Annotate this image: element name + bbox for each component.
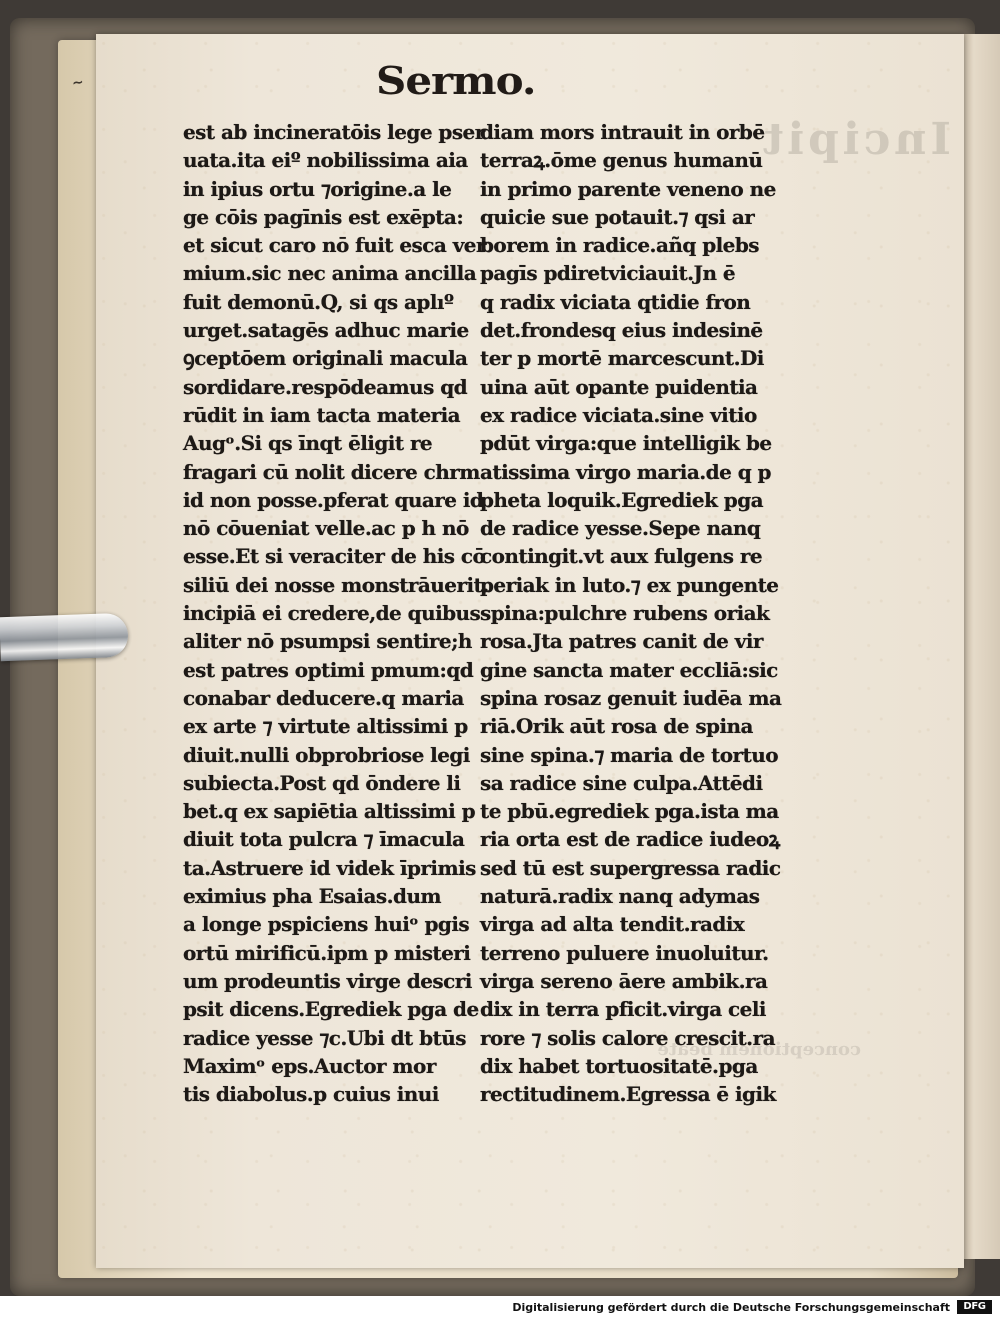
text-line: q radix viciata qtidie fron [480, 289, 751, 314]
text-line: det.frondesq eius indesinē [480, 318, 763, 343]
text-line: dix habet tortuositatē.pga [480, 1053, 758, 1078]
text-line: Augᵒ.Si qs īnqt ēligit re [183, 431, 433, 456]
text-line: spina:pulchre rubens oriak [480, 601, 770, 626]
text-line: sine spina.⁊ maria de tortuo [480, 742, 778, 767]
show-through-heading: Incipit [759, 114, 951, 165]
right-text-column [480, 118, 782, 1108]
text-line: radice yesse ⁊c.Ubi dt btūs [183, 1025, 466, 1050]
text-line: mium.sic nec anima ancilla [183, 261, 477, 286]
text-line: gine sancta mater eccliā:sic [480, 657, 778, 682]
text-line: esse.Et si veraciter de his cō [183, 544, 486, 569]
text-line: ortū mirificū.ipm p misteri [183, 940, 471, 965]
text-line: ter p mortē marcescunt.Di [480, 346, 764, 371]
text-line: id non posse.pferat quare id [183, 487, 484, 512]
page-running-head: Sermo. [376, 57, 536, 104]
text-line: tis diabolus.p cuius inui [183, 1082, 439, 1107]
text-line: terraꝝ.ōme genus humanū [480, 148, 763, 173]
text-line: borem in radice.añq plebs [480, 233, 760, 258]
text-line: rectitudinem.Egressa ē igik [480, 1082, 776, 1107]
text-line: naturā.radix nanq adymas [480, 884, 760, 909]
text-line: dix in terra pficit.virga celi [480, 997, 766, 1022]
text-line: te pbū.egrediek pga.ista ma [480, 799, 779, 824]
text-line: diuit tota pulcra ⁊ īmacula [183, 827, 465, 852]
text-line: urget.satagēs adhuc marie [183, 318, 469, 343]
text-line: in primo parente veneno ne [480, 176, 776, 201]
text-line: subiecta.Post qd ōndere li [183, 770, 461, 795]
text-line: rūdit in iam tacta materia [183, 402, 461, 427]
text-line: et sicut caro nō fuit esca ver [183, 233, 486, 258]
text-line: ex radice viciata.sine vitio [480, 402, 757, 427]
text-line: pheta loquik.Egrediek pga [480, 487, 764, 512]
opposite-page-edge [958, 34, 1000, 1259]
text-line: conabar deducere.q maria [183, 685, 464, 710]
text-line: ta.Astruere id videk īprimis [183, 855, 476, 880]
text-line: atissima virgo maria.de q p [480, 459, 771, 484]
text-line: ge cōis pagīnis est exēpta: [183, 204, 464, 229]
text-line: diuit.nulli obprobriose legi [183, 742, 470, 767]
text-line: virga ad alta tendit.radix [480, 912, 745, 937]
text-line: siliū dei nosse monstrāuerit. [183, 572, 489, 597]
text-line: aliter nō psumpsi sentire;h [183, 629, 472, 654]
funding-notice: Digitalisierung gefördert durch die Deutsche Forschungsgemeinschaft [512, 1301, 950, 1314]
text-line: nō cōueniat velle.ac p h nō [183, 516, 469, 541]
text-line: sed tū est supergressa radic [480, 855, 781, 880]
text-line: bet.q ex sapiētia altissimi p [183, 799, 476, 824]
text-line: virga sereno āere ambik.ra [480, 968, 768, 993]
text-line: sordidare.respōdeamus qd [183, 374, 468, 399]
text-line: pdūt virga:que intelligik be [480, 431, 772, 456]
handwritten-mark: ~ [70, 74, 85, 92]
text-line: ex arte ⁊ virtute altissimi p [183, 714, 468, 739]
text-line: incipiā ei credere,de quibus [183, 601, 481, 626]
text-line: uata.ita eiº nobilissima aia [183, 148, 468, 173]
text-line: spina rosaz genuit iudēa ma [480, 685, 782, 710]
left-text-column [183, 118, 489, 1108]
text-line: eximius pha Esaias.dum [183, 884, 442, 909]
text-line: uina aūt opante puidentia [480, 374, 758, 399]
text-line: pagīs pdiretviciauit.Jn ē [480, 261, 736, 286]
text-line: quicie sue potauit.⁊ qsi ar [480, 204, 755, 229]
metal-page-clip [0, 613, 129, 661]
text-line: rore ⁊ solis calore crescit.ra [480, 1025, 775, 1050]
text-line: um prodeuntis virge descri [183, 968, 472, 993]
text-line: terreno puluere inuoluitur. [480, 940, 769, 965]
text-line: sa radice sine culpa.Attēdi [480, 770, 763, 795]
text-line: a longe pspiciens huiᵒ pgis [183, 912, 470, 937]
text-line: de radice yesse.Sepe nanq [480, 516, 761, 541]
text-line: fuit demonū.Q, si qs aplıº [183, 289, 454, 314]
text-line: contingit.vt aux fulgens re [480, 544, 763, 569]
text-line: ria orta est de radice iudeoꝝ [480, 827, 780, 852]
text-line: est ab incineratōis lege pser [183, 120, 485, 144]
dfg-logo: DFG [957, 1300, 992, 1314]
text-line: fragari cū nolit dicere chrm [183, 459, 480, 484]
text-line: in ipius ortu ⁊origine.a le [183, 176, 452, 201]
text-line: psit dicens.Egrediek pga de [183, 997, 479, 1022]
text-line: riā.Orik aūt rosa de spina [480, 714, 753, 739]
text-line: Maximᵒ eps.Auctor mor [183, 1053, 436, 1078]
text-line: ꝯceptōem originali macula [183, 346, 468, 371]
text-line: est patres optimi pmum:qd [183, 657, 474, 682]
scan-footer [0, 1296, 1000, 1320]
text-line: periak in luto.⁊ ex pungente [480, 572, 779, 597]
text-line: rosa.Jta patres canit de vir [480, 629, 763, 654]
text-line: diam mors intrauit in orbē [480, 120, 765, 144]
show-through-line: conceptionem beate [657, 1039, 861, 1060]
